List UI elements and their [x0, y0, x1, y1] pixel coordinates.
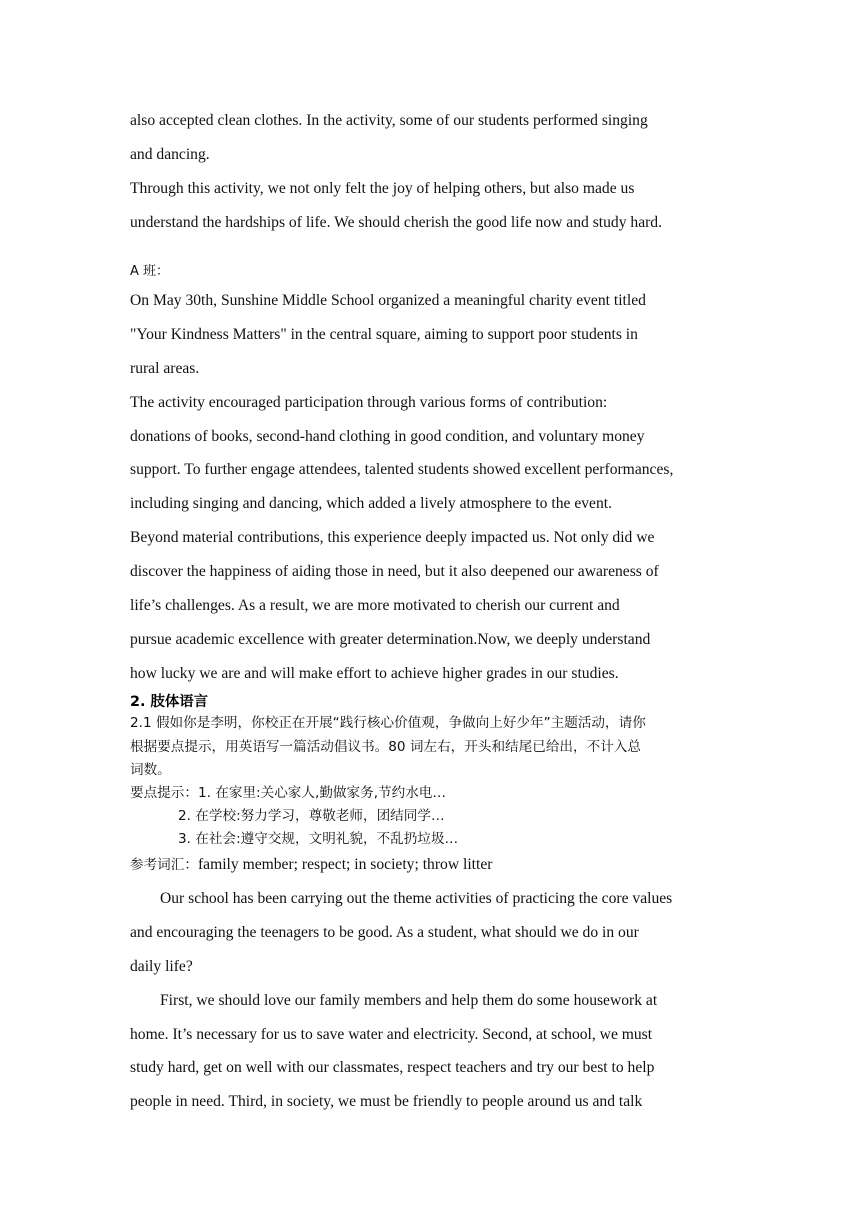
vocab-text: family member; respect; in society; throw litter [197, 856, 493, 873]
text-line: rural areas. [130, 360, 200, 377]
text-line: Beyond material contributions, this experience deeply impacted us. Not only did we [130, 529, 655, 546]
essay-line: people in need. Third, in society, we must be friendly to people around us and talk [130, 1093, 643, 1110]
vocab-label: 参考词汇： [130, 857, 198, 873]
section-heading: 2. 肢体语言 [130, 694, 209, 710]
point-item: 2. 在学校:努力学习，尊敬老师，团结同学… [178, 808, 445, 824]
text-line: donations of books, second-hand clothing in good condition, and voluntary money [130, 428, 645, 445]
prompt-line: 2.1 假如你是李明，你校正在开展“践行核心价值观，争做向上好少年”主题活动，请你 [130, 715, 646, 731]
point-item: 3. 在社会:遵守交规，文明礼貌，不乱扔垃圾… [178, 831, 459, 847]
essay-line: home. It’s necessary for us to save water and electricity. Second, at school, we must [130, 1026, 653, 1043]
text-line: pursue academic excellence with greater determination.Now, we deeply understand [130, 631, 651, 648]
point-item: 1. 在家里:关心家人,勤做家务,节约水电… [197, 785, 446, 801]
text-line: The activity encouraged participation through various forms of contribution: [130, 394, 608, 411]
essay-line: First, we should love our family members and help them do some housework at [160, 992, 658, 1009]
prompt-line: 根据要点提示，用英语写一篇活动倡议书。80 词左右，开头和结尾已给出，不计入总 [130, 739, 641, 755]
essay-line: Our school has been carrying out the theme activities of practicing the core values [160, 890, 673, 907]
text-line: and dancing. [130, 146, 210, 163]
text-line: understand the hardships of life. We should cherish the good life now and study hard. [130, 214, 662, 231]
points-label: 要点提示： [130, 785, 198, 801]
essay-line: and encouraging the teenagers to be good. As a student, what should we do in our [130, 924, 639, 941]
text-line: life’s challenges. As a result, we are more motivated to cherish our current and [130, 597, 620, 614]
text-line: "Your Kindness Matters" in the central square, aiming to support poor students in [130, 326, 638, 343]
essay-line: study hard, get on well with our classmates, respect teachers and try our best to help [130, 1059, 655, 1076]
points-row [130, 783, 446, 803]
text-line: On May 30th, Sunshine Middle School organized a meaningful charity event titled [130, 292, 646, 309]
prompt-line: 词数。 [130, 762, 171, 778]
text-line: including singing and dancing, which added a lively atmosphere to the event. [130, 495, 612, 512]
text-line: also accepted clean clothes. In the activity, some of our students performed singing [130, 112, 648, 129]
text-line: how lucky we are and will make effort to achieve higher grades in our studies. [130, 665, 619, 682]
text-line: discover the happiness of aiding those in need, but it also deepened our awareness of [130, 563, 659, 580]
class-a-label: A 班： [130, 264, 170, 279]
essay-line: daily life? [130, 958, 193, 975]
text-line: Through this activity, we not only felt the joy of helping others, but also made us [130, 180, 635, 197]
text-line: support. To further engage attendees, talented students showed excellent performances, [130, 461, 674, 478]
vocab-row [130, 855, 492, 875]
